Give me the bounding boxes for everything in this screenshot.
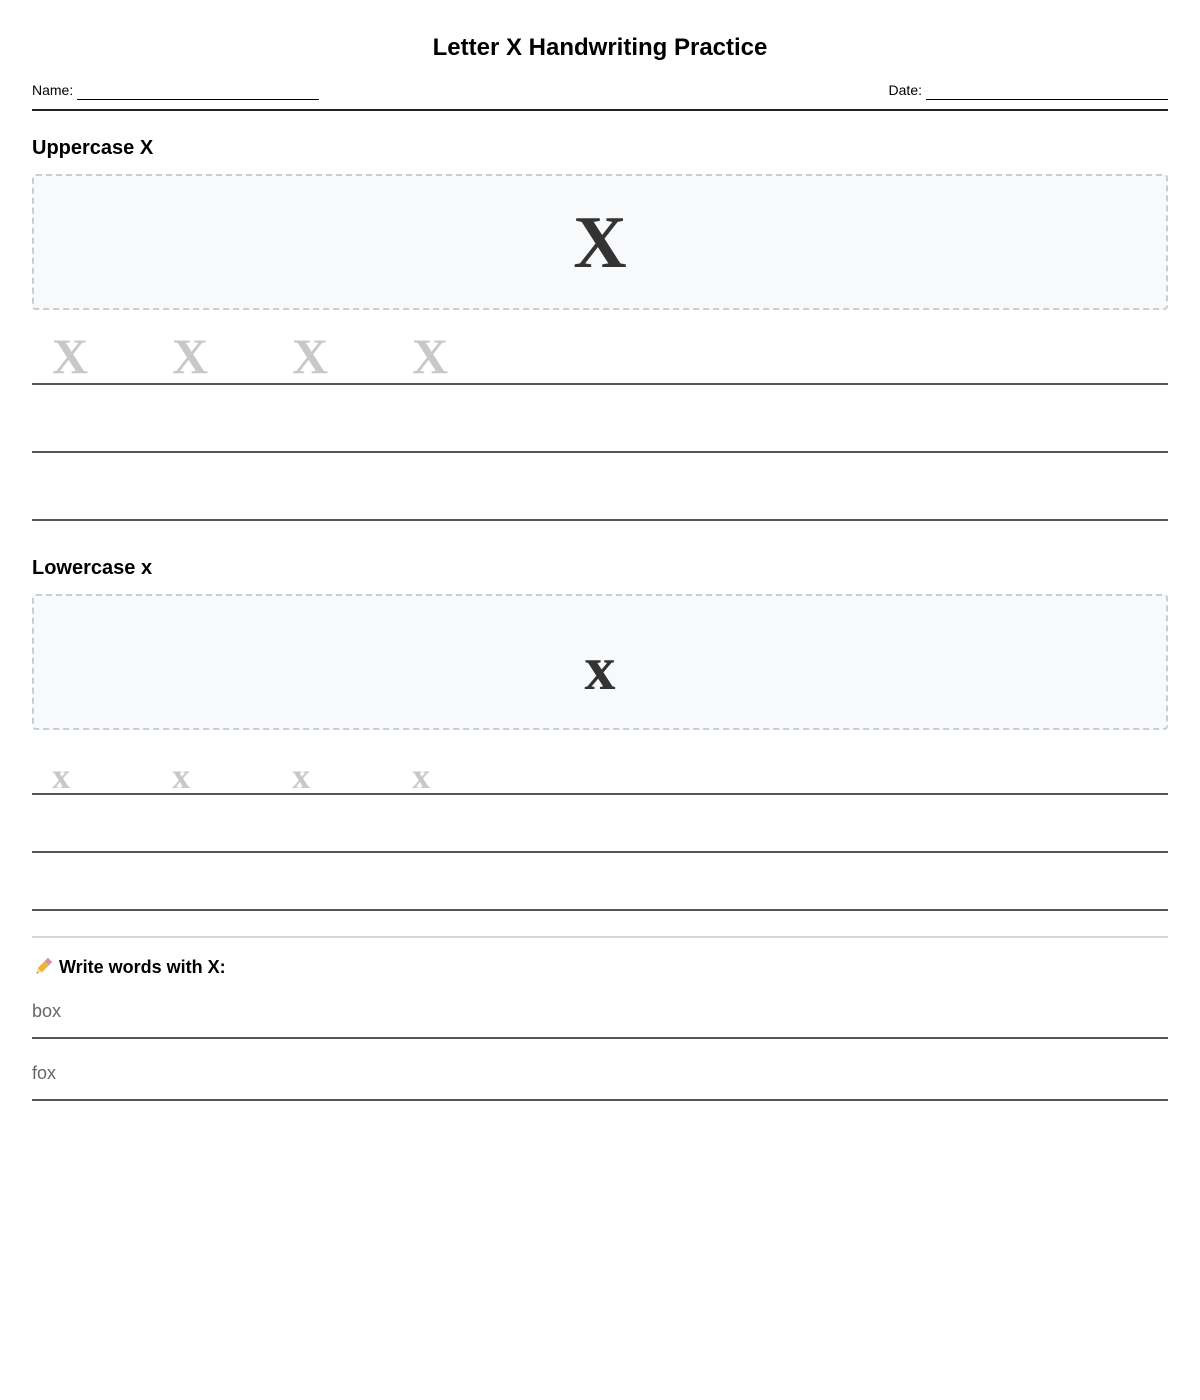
header-fields: [32, 80, 1168, 111]
lowercase-trace-letter: x: [52, 756, 70, 796]
lowercase-trace-letter: x: [412, 756, 430, 796]
word-writing-line[interactable]: [32, 1099, 1168, 1101]
lowercase-writing-line[interactable]: [32, 793, 1168, 795]
words-heading-text: Write words with X:: [59, 957, 226, 977]
word-writing-line[interactable]: [32, 1037, 1168, 1039]
lowercase-model-box: [32, 594, 1168, 730]
date-field: [889, 80, 1168, 100]
words-heading: [32, 955, 226, 979]
lowercase-writing-line[interactable]: [32, 851, 1168, 853]
uppercase-trace-letter: X: [172, 328, 209, 384]
uppercase-model-letter: X: [573, 202, 627, 284]
lowercase-trace-letter: x: [292, 756, 310, 796]
uppercase-writing-line[interactable]: [32, 519, 1168, 521]
uppercase-trace-letter: X: [292, 328, 329, 384]
word-prompt: box: [32, 1001, 62, 1021]
uppercase-heading: Uppercase X: [32, 137, 154, 159]
lowercase-heading: Lowercase x: [32, 557, 153, 579]
name-label: Name:: [32, 82, 74, 98]
word-prompt: fox: [32, 1063, 57, 1083]
uppercase-writing-line[interactable]: [32, 383, 1168, 385]
uppercase-trace-letter: X: [412, 328, 449, 384]
date-blank-line[interactable]: [926, 83, 1168, 100]
lowercase-trace-letter: x: [172, 756, 190, 796]
uppercase-trace-letter: X: [52, 328, 89, 384]
section-divider: [32, 936, 1168, 938]
page-title: Letter X Handwriting Practice: [432, 34, 768, 61]
pencil-icon: [32, 956, 54, 978]
name-blank-line[interactable]: [77, 83, 319, 100]
date-label: Date:: [888, 82, 922, 98]
lowercase-model-letter: x: [584, 635, 616, 703]
uppercase-model-box: [32, 174, 1168, 310]
name-field: [32, 80, 319, 100]
uppercase-writing-line[interactable]: [32, 451, 1168, 453]
lowercase-writing-line[interactable]: [32, 909, 1168, 911]
